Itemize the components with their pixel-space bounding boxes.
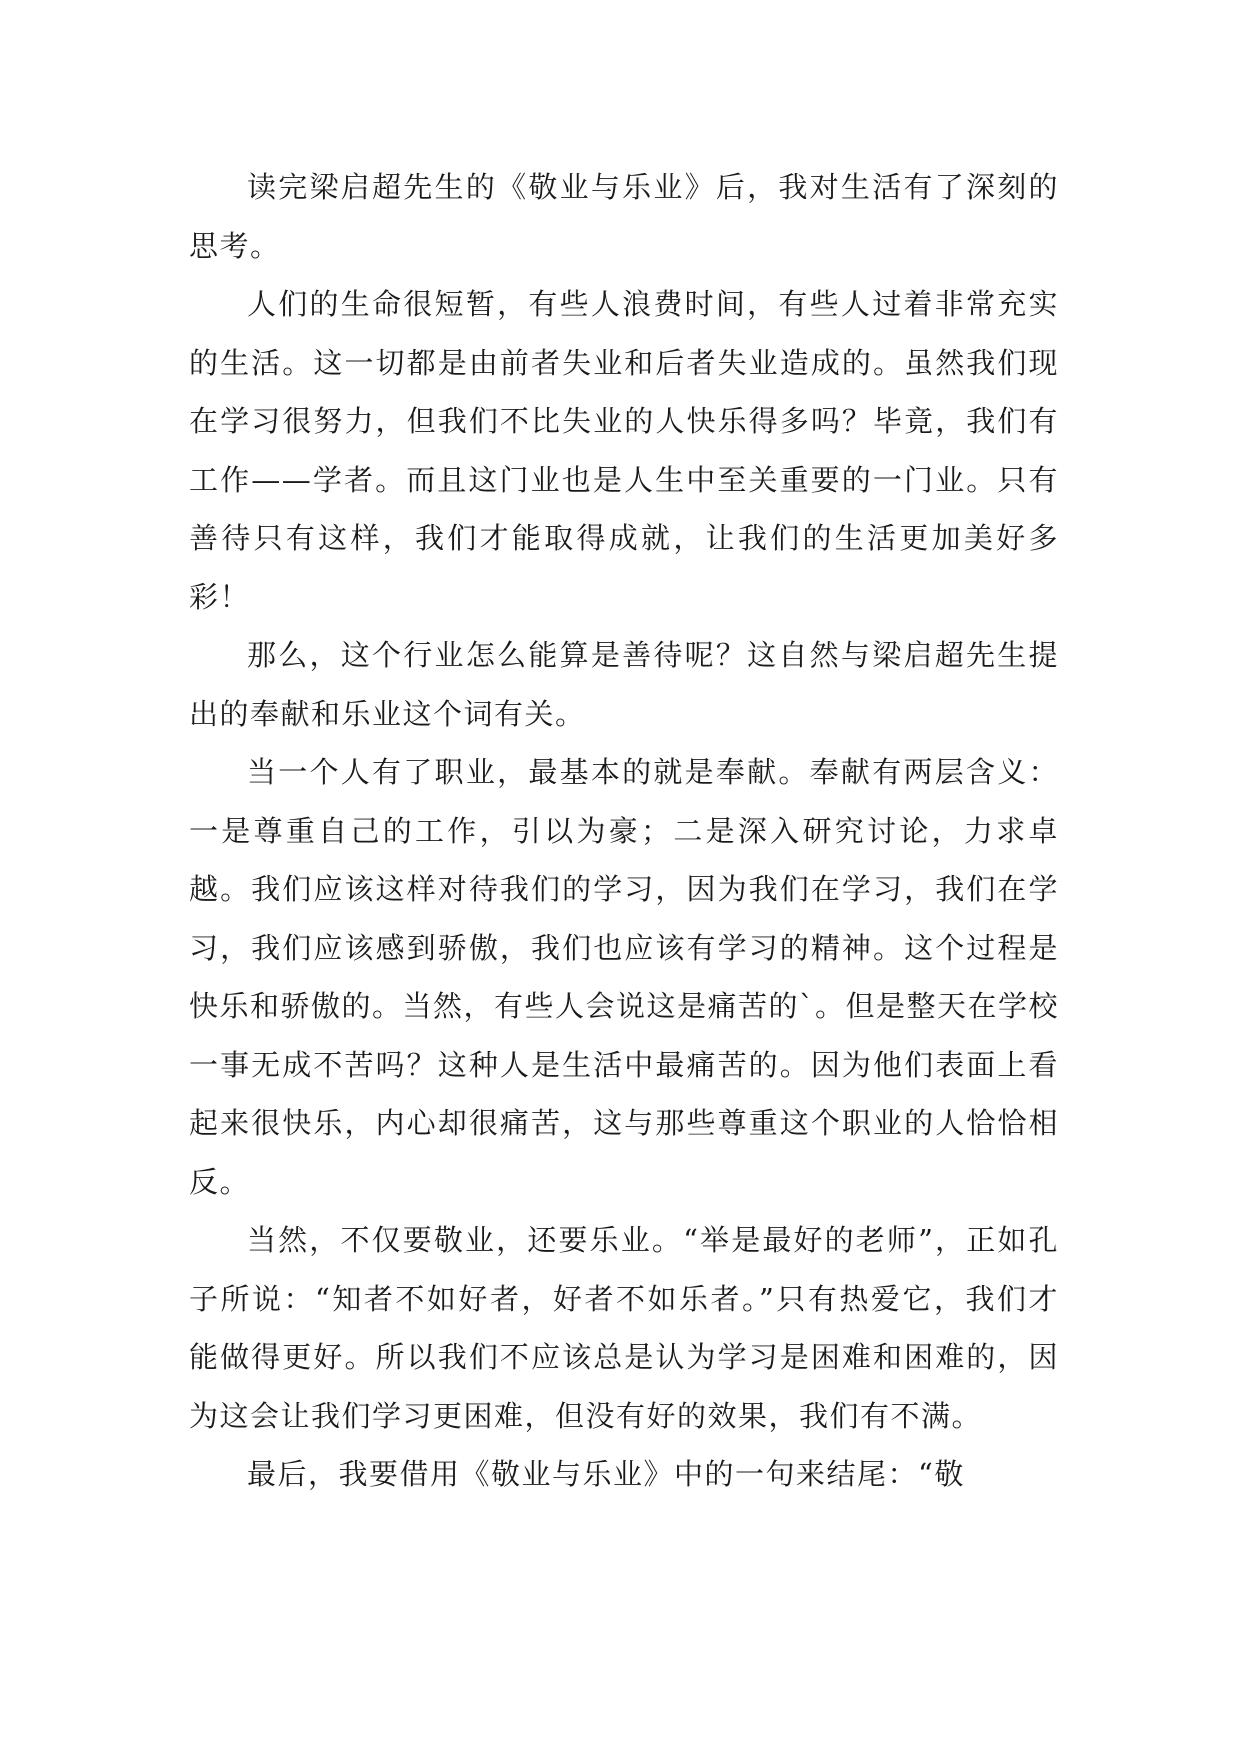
paragraph-1: 读完梁启超先生的《敬业与乐业》后，我对生活有了深刻的思考。	[189, 170, 1059, 263]
document-body	[189, 158, 1059, 1504]
paragraph-3: 那么，这个行业怎么能算是善待呢？这自然与梁启超先生提出的奉献和乐业这个词有关。	[189, 638, 1059, 731]
paragraph-6: 最后，我要借用《敬业与乐业》中的一句来结尾：“敬	[247, 1457, 965, 1491]
paragraph-5: 当然，不仅要敬业，还要乐业。“举是最好的老师”，正如孔子所说：“知者不如好者，好者不如乐者。”只有热爱它，我们才能做得更好。所以我们不应该总是认为学习是困难和困难的，因为这会让我们学习更困难，但没有好的效果，我们有不满。	[189, 1223, 1059, 1433]
paragraph-4: 当一个人有了职业，最基本的就是奉献。奉献有两层含义：一是尊重自己的工作，引以为豪；二是深入研究讨论，力求卓越。我们应该这样对待我们的学习，因为我们在学习，我们在学习，我们应该感到骄傲，我们也应该有学习的精神。这个过程是快乐和骄傲的。当然，有些人会说这是痛苦的`。但是整天在学校一事无成不苦吗？这种人是生活中最痛苦的。因为他们表面上看起来很快乐，内心却很痛苦，这与那些尊重这个职业的人恰恰相反。	[189, 755, 1060, 1199]
paragraph-2: 人们的生命很短暂，有些人浪费时间，有些人过着非常充实的生活。这一切都是由前者失业和后者失业造成的。虽然我们现在学习很努力，但我们不比失业的人快乐得多吗？毕竟，我们有工作——学者。而且这门业也是人生中至关重要的一门业。只有善待只有这样，我们才能取得成就，让我们的生活更加美好多彩！	[189, 287, 1059, 614]
